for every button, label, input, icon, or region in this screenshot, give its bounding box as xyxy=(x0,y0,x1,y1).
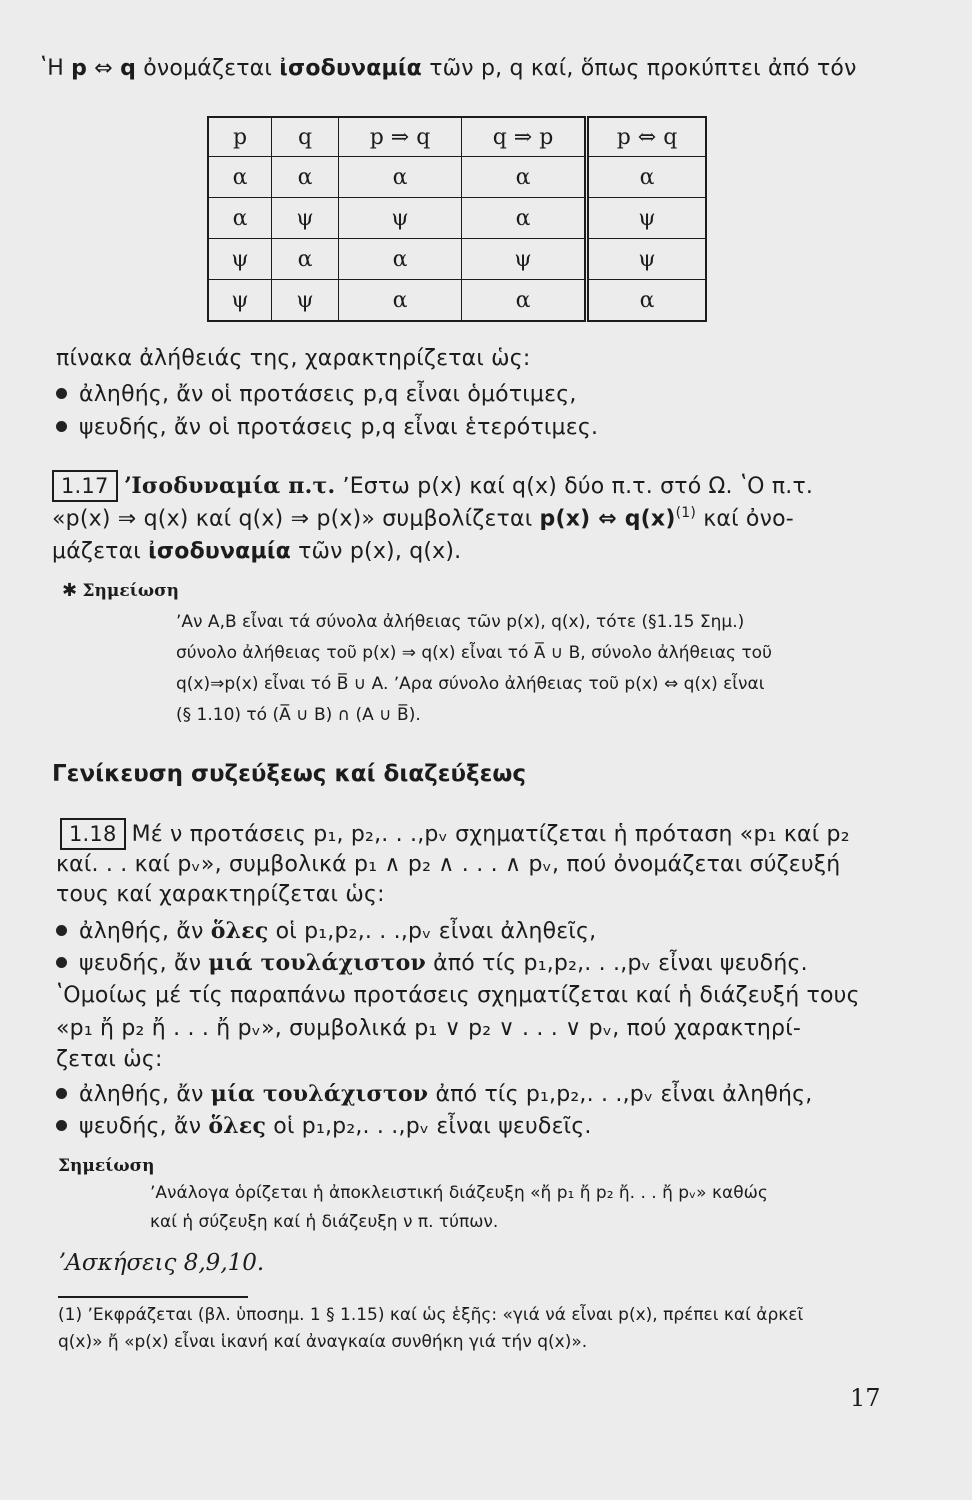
bullet-bold: ὅλες xyxy=(208,1113,267,1139)
paragraph-line: «p₁ ἤ p₂ ἤ . . . ἤ pᵥ», συμβολικά p₁ ∨ p₂ ∨ . . . ∨ pᵥ, πού χαρακτηρί- xyxy=(56,1016,801,1041)
table-cell: α xyxy=(462,157,587,198)
note-line: ʼΑν A,B εἶναι τά σύνολα ἀλήθειας τῶν p(x), q(x), τότε (§1.15 Σημ.) xyxy=(176,612,745,632)
table-row xyxy=(208,198,706,239)
bullet-text: ψευδής, ἄν xyxy=(79,951,209,976)
definition-1-18-line2: καί. . . καί pᵥ», συμβολικά p₁ ∧ p₂ ∧ . . . ∧ pᵥ, πού ὀνομάζεται σύζευξή xyxy=(56,852,841,877)
bullet-item xyxy=(56,918,596,944)
bullet-text: ἀληθής, ἄν οἱ προτάσεις p,q εἶναι ὁμότιμες, xyxy=(79,382,577,407)
table-cell: α xyxy=(208,157,272,198)
bullet-icon xyxy=(56,957,67,968)
intro-arrow: ⇔ xyxy=(87,56,121,81)
table-cell: α xyxy=(339,280,462,322)
definition-text: μάζεται xyxy=(52,539,149,564)
paragraph-line: ζεται ὡς: xyxy=(56,1047,163,1072)
intro-q: q xyxy=(120,56,137,81)
table-row xyxy=(208,157,706,198)
table-header-cell: q xyxy=(272,117,339,157)
table-cell: ψ xyxy=(587,239,707,280)
note-title: Σημείωση xyxy=(58,1156,155,1176)
table-cell: ψ xyxy=(462,239,587,280)
table-cell: α xyxy=(272,239,339,280)
section-heading: Γενίκευση συζεύξεως καί διαζεύξεως xyxy=(52,761,527,787)
table-row xyxy=(208,280,706,322)
bullet-item xyxy=(56,382,577,407)
table-cell: ψ xyxy=(339,198,462,239)
table-caption: πίνακα ἀλήθειάς της, χαρακτηρίζεται ὡς: xyxy=(56,346,531,371)
definition-1-17-line1 xyxy=(52,470,813,502)
table-cell: α xyxy=(587,157,707,198)
footnote-line: q(x)» ἤ «p(x) εἶναι ἱκανή καί ἀναγκαία συνθήκη γιά τήν q(x)». xyxy=(58,1332,588,1352)
table-cell: ψ xyxy=(208,239,272,280)
note-line: καί ἡ σύζευξη καί ἡ διάζευξη ν π. τύπων. xyxy=(150,1212,499,1232)
intro-term: ἰσοδυναμία xyxy=(279,56,422,81)
bullet-icon xyxy=(56,421,67,432)
table-cell: ψ xyxy=(208,280,272,322)
table-cell: α xyxy=(272,157,339,198)
table-header-cell: p ⇔ q xyxy=(587,117,707,157)
bullet-text: ψευδής, ἄν οἱ προτάσεις p,q εἶναι ἑτερότιμες. xyxy=(79,415,599,440)
star-icon: ✱ xyxy=(62,580,78,601)
bullet-text: ψευδής, ἄν xyxy=(79,1114,209,1139)
bullet-bold: μία τουλάχιστον xyxy=(210,1081,429,1107)
definition-1-18-line3: τους καί χαρακτηρίζεται ὡς: xyxy=(56,882,385,907)
table-cell: α xyxy=(208,198,272,239)
bullet-item xyxy=(56,1113,592,1139)
bullet-text: ἀληθής, ἄν xyxy=(79,1082,211,1107)
table-cell: α xyxy=(587,280,707,322)
intro-line xyxy=(40,56,857,81)
definition-number-box: 1.18 xyxy=(60,818,126,850)
truth-table xyxy=(207,116,707,322)
note-line: q(x)⇒p(x) εἶναι τό B̅ ∪ A. ʼΑρα σύνολο ἀλήθειας τοῦ p(x) ⇔ q(x) εἶναι xyxy=(176,674,765,694)
definition-bold: ἰσοδυναμία xyxy=(148,539,291,564)
definition-title: ʼΙσοδυναμία π.τ. xyxy=(123,473,336,499)
page-number: 17 xyxy=(850,1384,881,1412)
footnote-line: (1) ʼΕκφράζεται (βλ. ὑποσημ. 1 § 1.15) καί ὡς ἑξῆς: «γιά νά εἶναι p(x), πρέπει καί ἀρκεῖ xyxy=(58,1305,804,1325)
bullet-icon xyxy=(56,1088,67,1099)
intro-pre: ʽΗ xyxy=(40,56,72,81)
table-cell: α xyxy=(462,198,587,239)
table-header-cell: p xyxy=(208,117,272,157)
bullet-bold: μιά τουλάχιστον xyxy=(208,950,426,976)
exercises-reference: ʼΑσκήσεις 8,9,10. xyxy=(58,1250,265,1276)
definition-1-17-line3 xyxy=(52,539,461,564)
intro-post: τῶν p, q καί, ὅπως προκύπτει ἀπό τόν xyxy=(422,56,857,81)
truth-table-header xyxy=(208,117,706,157)
note-line: σύνολο ἀλήθειας τοῦ p(x) ⇒ q(x) εἶναι τό A̅ ∪ B, σύνολο ἀλήθειας τοῦ xyxy=(176,643,772,663)
definition-text: τῶν p(x), q(x). xyxy=(290,539,462,564)
bullet-text: οἱ p₁,p₂,. . .,pᵥ εἶναι ἀληθεῖς, xyxy=(268,919,597,944)
bullet-icon xyxy=(56,388,67,399)
table-cell: α xyxy=(339,157,462,198)
note-line: (§ 1.10) τό (A̅ ∪ B) ∩ (A ∪ B̅). xyxy=(176,705,421,725)
intro-p: p xyxy=(71,56,88,81)
bullet-item xyxy=(56,1081,812,1107)
definition-number-box: 1.17 xyxy=(52,470,118,502)
table-header-cell: q ⇒ p xyxy=(462,117,587,157)
footnote-divider xyxy=(58,1296,248,1298)
table-header-cell: p ⇒ q xyxy=(339,117,462,157)
paragraph-line: ʽΟμοίως μέ τίς παραπάνω προτάσεις σχηματίζεται καί ἡ διάζευξή τους xyxy=(56,983,860,1008)
note-line: ʼΑνάλογα ὁρίζεται ἡ ἀποκλειστική διάζευξη «ἤ p₁ ἤ p₂ ἤ. . . ἤ pᵥ» καθώς xyxy=(150,1183,768,1203)
note-title: Σημείωση xyxy=(82,581,179,601)
bullet-text: ἀληθής, ἄν xyxy=(79,919,211,944)
table-cell: ψ xyxy=(272,198,339,239)
bullet-item xyxy=(56,950,808,976)
footnote-ref: (1) xyxy=(675,505,697,521)
table-row xyxy=(208,239,706,280)
definition-text: Μέ ν προτάσεις p₁, p₂,. . .,pᵥ σχηματίζεται ἡ πρόταση «p₁ καί p₂ xyxy=(131,822,850,847)
bullet-text: ἀπό τίς p₁,p₂,. . .,pᵥ εἶναι ψευδής. xyxy=(425,951,808,976)
bullet-icon xyxy=(56,1120,67,1131)
bullet-bold: ὅλες xyxy=(210,918,269,944)
note-heading xyxy=(62,580,179,601)
table-cell: α xyxy=(462,280,587,322)
table-cell: α xyxy=(339,239,462,280)
bullet-icon xyxy=(56,925,67,936)
definition-text: ʼΕστω p(x) καί q(x) δύο π.τ. στό Ω. ʽΟ π.τ. xyxy=(335,474,814,499)
table-cell: ψ xyxy=(587,198,707,239)
bullet-text: ἀπό τίς p₁,p₂,. . .,pᵥ εἶναι ἀληθής, xyxy=(428,1082,813,1107)
intro-mid: ὀνομάζεται xyxy=(136,56,280,81)
definition-text: «p(x) ⇒ q(x) καί q(x) ⇒ p(x)» συμβολίζεται xyxy=(52,506,540,532)
definition-text: καί ὀνο- xyxy=(696,506,794,532)
definition-bold: p(x) ⇔ q(x) xyxy=(539,506,676,532)
bullet-item xyxy=(56,415,598,440)
definition-1-18-line1 xyxy=(60,818,850,850)
table-cell: ψ xyxy=(272,280,339,322)
bullet-text: οἱ p₁,p₂,. . .,pᵥ εἶναι ψευδεῖς. xyxy=(266,1114,592,1139)
definition-1-17-line2 xyxy=(52,505,794,531)
